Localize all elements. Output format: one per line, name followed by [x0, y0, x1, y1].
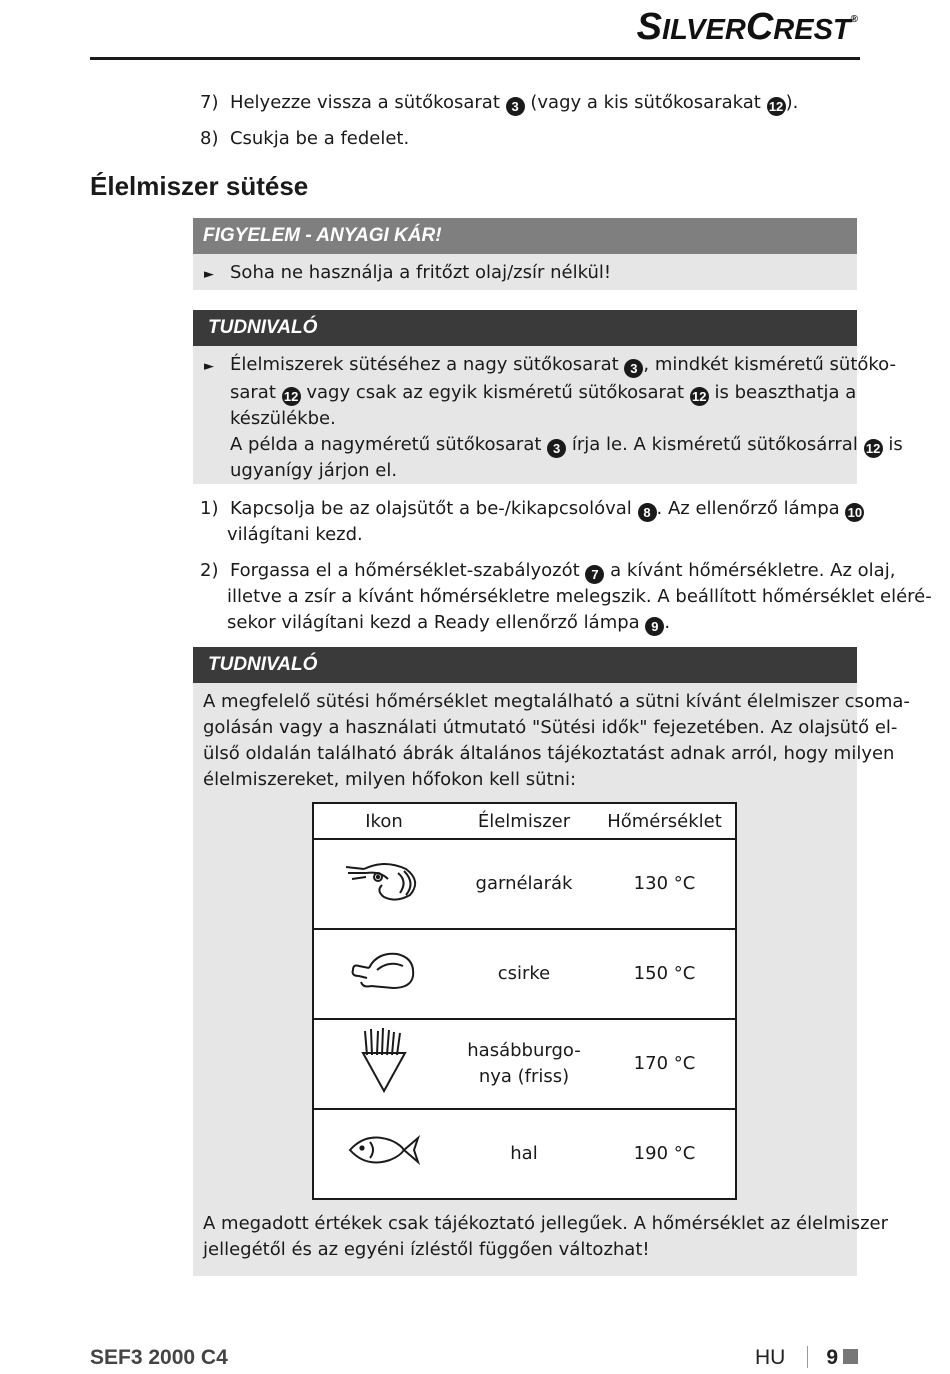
ref-badge: 3 [624, 359, 643, 378]
chicken-leg-icon [313, 929, 454, 1019]
step-7: 7) Helyezze vissza a sütőkosarat 3 (vagy a kis sütőkosarakat 12 ). [200, 92, 799, 114]
ref-badge: 8 [638, 503, 657, 522]
ref-badge: 12 [282, 387, 301, 406]
ref-badge: 3 [547, 439, 566, 458]
food-name: hal [454, 1109, 594, 1199]
step-8: 8) Csukja be a fedelet. [200, 128, 410, 149]
section-title: Élelmiszer sütése [90, 171, 309, 201]
ref-badge: 3 [506, 97, 525, 116]
note-body: ► Élelmiszerek sütéséhez a nagy sütőkosarat 3 , mindkét kisméretű sütőko- sarat 12 vagy csak az egyik kisméretű sütőkosarat 12 is beaszthatja a készülékbe. A példa a nagyméretű sütőkosarat 3 írja le. A kisméretű sütőkosárral 12 is ugyanígy járjon el. [204, 354, 903, 481]
food-name: csirke [454, 929, 594, 1019]
ref-badge: 7 [585, 565, 604, 584]
temperature: 190 °C [594, 1109, 736, 1199]
divider [807, 1346, 808, 1368]
temperature-table [312, 802, 737, 1200]
header-rule [90, 57, 860, 60]
ref-badge: 12 [864, 439, 883, 458]
table-row [313, 929, 736, 1019]
table-header: Ikon [313, 803, 454, 839]
note-footer: A megadott értékek csak tájékoztató jellegűek. A hőmérséklet az élelmiszer jellegétől és az egyéni ízléstől függően változhat! [203, 1213, 889, 1260]
ref-badge: 9 [645, 617, 664, 636]
note-title: TUDNIVALÓ [193, 310, 857, 346]
fries-icon [313, 1019, 454, 1109]
temperature: 130 °C [594, 839, 736, 929]
page-footer [755, 1346, 858, 1370]
note-body: A megfelelő sütési hőmérséklet megtalálható a sütni kívánt élelmiszer csoma- golásán vagy a használati útmutató "Sütési idők" fejezetében. Az olajsütő el- ülső oldalán található ábrák általános tájékoztatást adnak arról, hogy milyen élelmiszereket, milyen hőfokon kell sütni: [203, 691, 910, 790]
table-row [313, 1109, 736, 1199]
table-row [313, 1019, 736, 1109]
language-code: HU [754, 1346, 786, 1369]
temperature: 170 °C [594, 1019, 736, 1109]
bullet-arrow-icon: ► [204, 359, 214, 374]
note-title: TUDNIVALÓ [193, 647, 857, 683]
brand-logo: SILVERCREST® [636, 6, 858, 48]
square-marker-icon [843, 1349, 858, 1364]
table-header: Élelmiszer [454, 803, 594, 839]
model-number: SEF3 2000 C4 [90, 1346, 228, 1369]
ref-badge: 12 [767, 97, 786, 116]
ref-badge: 12 [690, 387, 709, 406]
shrimp-icon [313, 839, 454, 929]
temperature: 150 °C [594, 929, 736, 1019]
bullet-arrow-icon: ► [204, 267, 214, 282]
fish-icon [313, 1109, 454, 1199]
food-name: hasábburgo- nya (friss) [454, 1019, 594, 1109]
page-number: 9 [826, 1346, 838, 1369]
warning-title: FIGYELEM - ANYAGI KÁR! [193, 218, 857, 254]
table-row [313, 839, 736, 929]
step-1: 1) Kapcsolja be az olajsütőt a be-/kikapcsolóval 8 . Az ellenőrző lámpa 10 világítani kezd. [200, 496, 864, 548]
warning-text: ► Soha ne használja a fritőzt olaj/zsír nélkül! [204, 260, 611, 288]
step-2: 2) Forgassa el a hőmérséklet-szabályozót 7 a kívánt hőmérsékletre. Az olaj, illetve a zsír a kívánt hőmérsékletre melegszik. A beállított hőmérséklet eléré- sekor világítani kezd a Ready ellenőrző lámpa 9 . [200, 560, 932, 634]
food-name: garnélarák [454, 839, 594, 929]
table-header: Hőmérséklet [594, 803, 736, 839]
ref-badge: 10 [845, 503, 864, 522]
